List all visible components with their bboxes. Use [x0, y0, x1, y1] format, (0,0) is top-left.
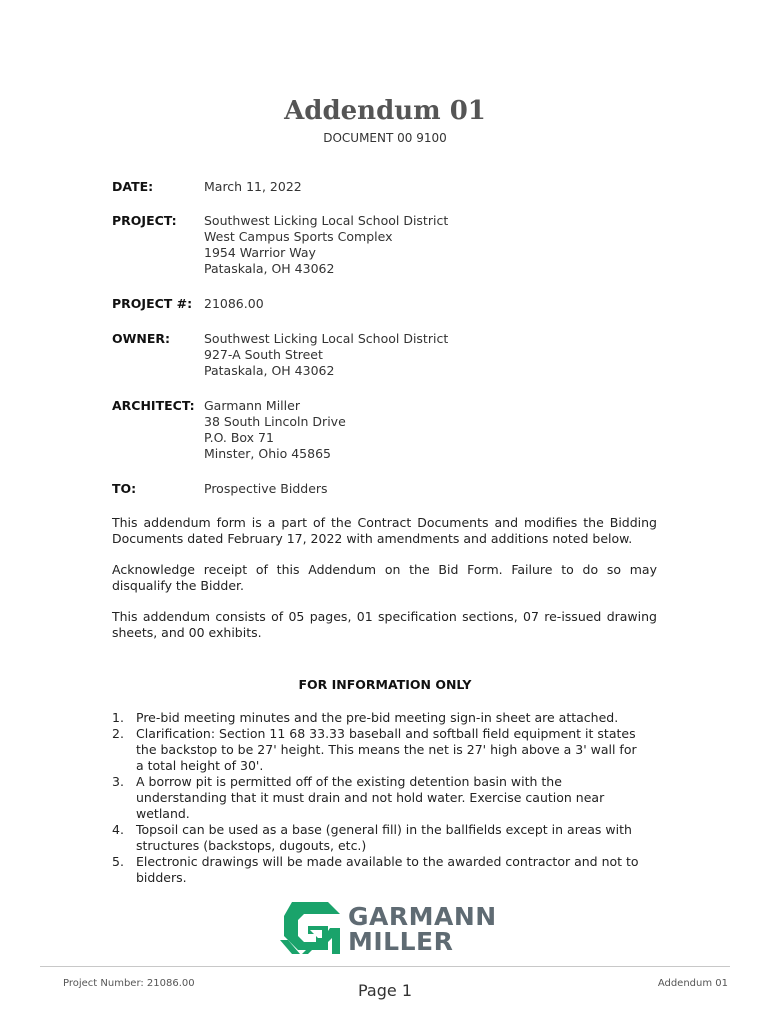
list-number: 1.: [112, 710, 124, 725]
list-number: 4.: [112, 822, 124, 837]
list-text: Topsoil can be used as a base (general fill) in the ballfields except in areas with structures (backstops, dugouts, etc.): [136, 822, 632, 853]
footer-project-number: Project Number: 21086.00: [63, 978, 195, 989]
field-value: [204, 179, 604, 195]
logo-line: MILLER: [348, 927, 454, 956]
paragraph-addendum-form: This addendum form is a part of the Contract Documents and modifies the Bidding Documents dated February 17, 2022 with amendments and additions noted below.: [112, 515, 657, 546]
field-value: [204, 296, 604, 312]
value-line: Pataskala, OH 43062: [204, 261, 335, 276]
section-heading: FOR INFORMATION ONLY: [298, 677, 472, 692]
paragraph-consists-of: This addendum consists of 05 pages, 01 specification sections, 07 re-issued drawing sheets, and 00 exhibits.: [112, 609, 657, 640]
gm-mark-icon: [278, 900, 342, 956]
field-label: PROJECT #:: [112, 296, 193, 311]
list-item: [112, 726, 642, 774]
value-line: P.O. Box 71: [204, 430, 274, 445]
list-text: Pre-bid meeting minutes and the pre-bid meeting sign-in sheet are attached.: [136, 710, 619, 725]
paragraph-acknowledge: Acknowledge receipt of this Addendum on the Bid Form. Failure to do so may disqualify the Bidder.: [112, 562, 657, 593]
field-value: [204, 398, 604, 462]
logo-line: GARMANN: [348, 902, 497, 931]
field-value: [204, 331, 604, 379]
field-label: PROJECT:: [112, 213, 177, 228]
value-line: Garmann Miller: [204, 398, 300, 413]
field-value: [204, 213, 604, 277]
field-value: [204, 481, 604, 497]
list-text: Clarification: Section 11 68 33.33 baseball and softball field equipment it states the backstop to be 27' height. This means the net is 27' high above a 3' wall for a total height of 30'.: [136, 726, 637, 773]
information-list: [112, 710, 642, 886]
field-label: ARCHITECT:: [112, 398, 195, 413]
value-line: West Campus Sports Complex: [204, 229, 393, 244]
list-item: [112, 774, 642, 822]
value-line: 927-A South Street: [204, 347, 323, 362]
logo-wordmark: [348, 904, 497, 954]
field-label: DATE:: [112, 179, 154, 194]
list-number: 5.: [112, 854, 124, 869]
value-line: Southwest Licking Local School District: [204, 331, 449, 346]
value-line: Minster, Ohio 45865: [204, 446, 331, 461]
value-line: 1954 Warrior Way: [204, 245, 316, 260]
footer-document-name: Addendum 01: [657, 978, 728, 989]
list-item: [112, 710, 642, 726]
value-line: 38 South Lincoln Drive: [204, 414, 346, 429]
value-line: Pataskala, OH 43062: [204, 363, 335, 378]
field-label: OWNER:: [112, 331, 171, 346]
list-item: [112, 822, 642, 854]
list-item: [112, 854, 642, 886]
list-number: 3.: [112, 774, 124, 789]
document-title: Addendum 01: [284, 96, 486, 126]
footer-page-number: Page 1: [358, 981, 412, 1000]
value-line: March 11, 2022: [204, 179, 302, 194]
list-number: 2.: [112, 726, 124, 741]
field-label: TO:: [112, 481, 137, 496]
list-text: Electronic drawings will be made available to the awarded contractor and not to bidders.: [136, 854, 639, 885]
list-text: A borrow pit is permitted off of the existing detention basin with the understanding that it must drain and not hold water. Exercise caution near wetland.: [136, 774, 605, 821]
value-line: 21086.00: [204, 296, 264, 311]
document-number: DOCUMENT 00 9100: [323, 131, 447, 145]
footer-divider: [40, 966, 730, 967]
garmann-miller-logo: [278, 900, 498, 958]
value-line: Prospective Bidders: [204, 481, 328, 496]
value-line: Southwest Licking Local School District: [204, 213, 449, 228]
